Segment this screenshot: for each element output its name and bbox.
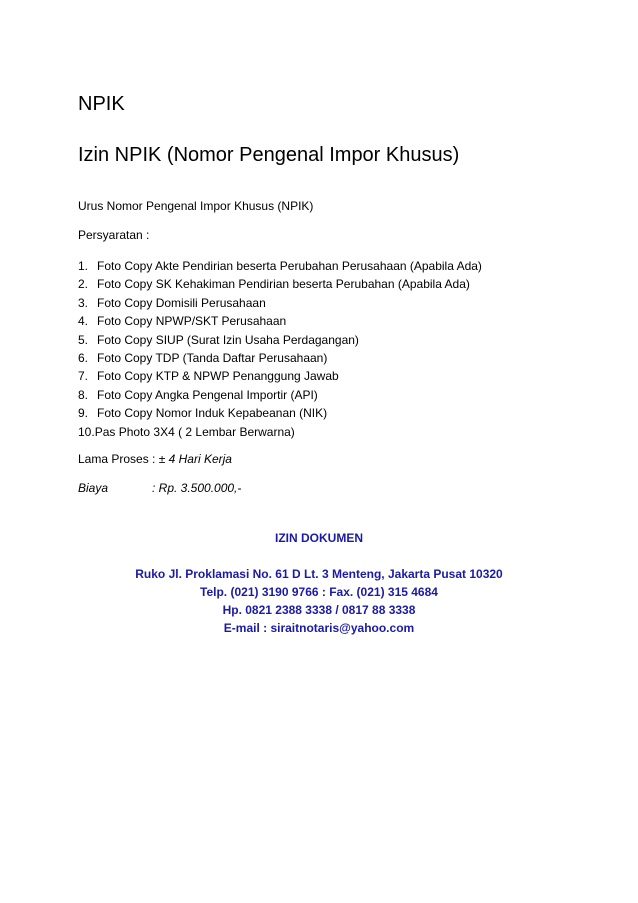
list-item-number: 4. [78, 314, 89, 329]
intro-text: Urus Nomor Pengenal Impor Khusus (NPIK) [78, 199, 314, 213]
list-item [78, 331, 482, 349]
list-item [78, 367, 482, 385]
list-item-number: 1. [78, 259, 89, 273]
company-email: E-mail : siraitnotaris@yahoo.com [223, 621, 415, 635]
cost-label: Biaya [78, 481, 109, 495]
duration-label: Lama Proses : [78, 452, 159, 466]
list-item-text: Foto Copy Nomor Induk Kepabeanan (NIK) [97, 406, 328, 421]
list-item-text: Foto Copy Akte Pendirian beserta Perubahan Perusahaan (Apabila Ada) [97, 259, 482, 273]
document-subtitle: Izin NPIK (Nomor Pengenal Impor Khusus) [78, 144, 460, 166]
list-item-text: Foto Copy SK Kehakiman Pendirian beserta Perubahan (Apabila Ada) [97, 277, 470, 292]
list-item [78, 386, 482, 404]
list-item-text: Foto Copy NPWP/SKT Perusahaan [97, 314, 287, 329]
duration-value: ± 4 Hari Kerja [158, 452, 232, 466]
list-item [78, 404, 482, 422]
list-item [78, 294, 482, 312]
list-item-text: Foto Copy Domisili Perusahaan [97, 295, 266, 310]
company-phone: Telp. (021) 3190 9766 : Fax. (021) 315 4684 [200, 585, 438, 599]
list-item [78, 349, 482, 367]
cost-value: : Rp. 3.500.000,- [152, 481, 242, 495]
list-item-number: 10. [78, 424, 95, 439]
list-item [78, 275, 482, 293]
list-item-number: 3. [78, 295, 89, 310]
requirements-label: Persyaratan : [78, 228, 150, 242]
list-item [78, 423, 482, 441]
list-item-number: 6. [78, 350, 89, 365]
list-item-number: 2. [78, 277, 89, 292]
list-item [78, 257, 482, 275]
list-item-text: Foto Copy KTP & NPWP Penanggung Jawab [97, 369, 339, 384]
document-title: NPIK [78, 93, 125, 115]
list-item-text: Pas Photo 3X4 ( 2 Lembar Berwarna) [94, 424, 295, 439]
requirements-list [78, 257, 482, 441]
list-item [78, 312, 482, 330]
process-duration [78, 452, 232, 467]
list-item-text: Foto Copy SIUP (Surat Izin Usaha Perdagangan) [97, 332, 359, 347]
company-mobile: Hp. 0821 2388 3338 / 0817 88 3338 [222, 603, 416, 617]
list-item-number: 9. [78, 406, 89, 421]
list-item-number: 7. [78, 369, 89, 384]
company-address: Ruko Jl. Proklamasi No. 61 D Lt. 3 Menteng, Jakarta Pusat 10320 [135, 567, 503, 581]
list-item-number: 5. [78, 332, 89, 347]
company-name: IZIN DOKUMEN [275, 531, 363, 545]
process-cost [78, 481, 241, 496]
list-item-text: Foto Copy Angka Pengenal Importir (API) [97, 387, 318, 402]
list-item-number: 8. [78, 387, 89, 402]
list-item-text: Foto Copy TDP (Tanda Daftar Perusahaan) [97, 350, 328, 365]
